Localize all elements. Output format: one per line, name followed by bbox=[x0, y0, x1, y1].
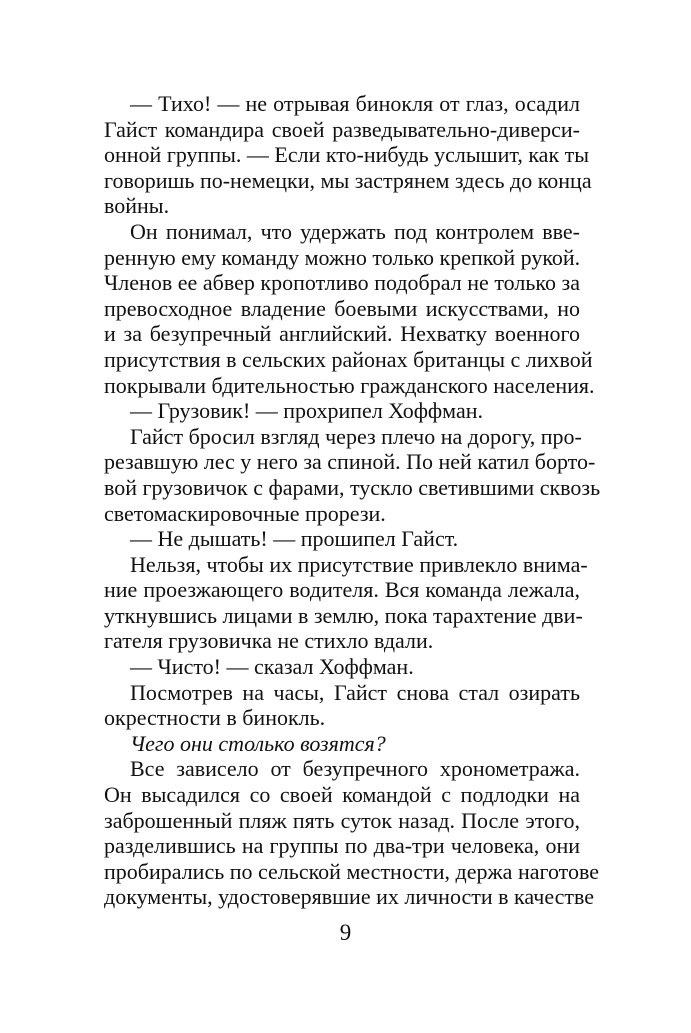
text-line: онной группы. — Если кто-нибудь услышит, как ты bbox=[104, 142, 590, 168]
text-line: превосходное владение боевыми искусствами, но bbox=[104, 295, 580, 321]
text-line: светомаскировочные прорези. bbox=[104, 500, 386, 526]
text-line: резавшую лес у него за спиной. По ней катил борто- bbox=[104, 449, 596, 475]
text-line: Членов ее абвер кропотливо подобрал не только за bbox=[104, 270, 580, 296]
text-line: — Тихо! — не отрывая бинокля от глаз, осадил bbox=[130, 91, 580, 116]
text-line: пробирались по сельской местности, держа наготове bbox=[104, 858, 600, 884]
text-line: Он высадился со своей командой с подлодки на bbox=[104, 782, 580, 808]
text-line: Гайст командира своей разведывательно-диверси- bbox=[104, 116, 580, 142]
text-line: Все зависело от безупречного хронометража. bbox=[130, 756, 580, 782]
body-text bbox=[104, 91, 601, 910]
text-line: покрывали бдительностью гражданского населения. bbox=[104, 372, 595, 398]
text-line: ние проезжающего водителя. Вся команда лежала, bbox=[104, 577, 580, 603]
paragraph bbox=[104, 218, 595, 398]
text-line: документы, удостоверявшие их личности в качестве bbox=[104, 884, 595, 910]
paragraph bbox=[104, 756, 600, 910]
text-line: войны. bbox=[104, 193, 170, 219]
text-line: Нельзя, чтобы их присутствие привлекло внима- bbox=[130, 551, 588, 577]
text-line: — Не дышать! — прошипел Гайст. bbox=[130, 526, 459, 552]
text-line: уткнувшись лицами в землю, пока тарахтение дви- bbox=[104, 602, 583, 628]
paragraph bbox=[104, 680, 580, 731]
text-line: Гайст бросил взгляд через плечо на дорогу, про- bbox=[130, 423, 582, 449]
paragraph bbox=[104, 91, 592, 219]
text-line: Он понимал, что удержать под контролем вве- bbox=[130, 218, 580, 244]
paragraph bbox=[104, 654, 580, 680]
text-line: Посмотрев на часы, Гайст снова стал озирать bbox=[130, 679, 580, 705]
paragraph bbox=[104, 526, 580, 552]
text-line: — Грузовик! — прохрипел Хоффман. bbox=[130, 398, 483, 424]
text-line: присутствия в сельских районах британцы с лихвой bbox=[104, 346, 593, 372]
text-line: ренную ему команду можно только крепкой рукой. bbox=[104, 244, 581, 270]
paragraph bbox=[104, 398, 580, 424]
text-line: разделившись на группы по два-три человека, они bbox=[104, 833, 580, 859]
text-line: — Чисто! — сказал Хоффман. bbox=[130, 654, 414, 680]
text-line: и за безупречный английский. Нехватку военного bbox=[104, 321, 580, 347]
page-number: 9 bbox=[339, 920, 352, 945]
text-line: окрестности в бинокль. bbox=[104, 705, 326, 731]
paragraph bbox=[104, 423, 601, 526]
text-line: заброшенный пляж пять суток назад. После этого, bbox=[104, 807, 580, 833]
italic-thought-paragraph bbox=[104, 731, 580, 757]
text-line: гателя грузовичка не стихло вдали. bbox=[104, 628, 434, 654]
text-line: говоришь по-немецки, мы застрянем здесь до конца bbox=[104, 167, 592, 193]
text-line: вой грузовичок с фарами, тускло светившими сквозь bbox=[104, 474, 601, 500]
paragraph bbox=[104, 551, 588, 654]
text-line: Чего они столько возятся? bbox=[130, 730, 386, 756]
